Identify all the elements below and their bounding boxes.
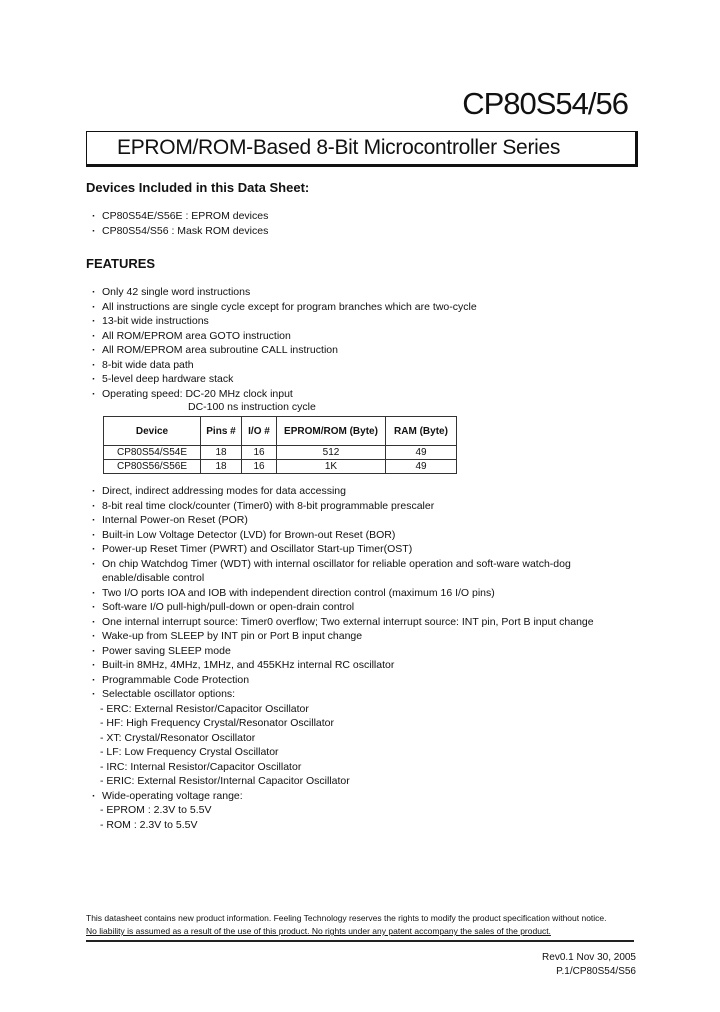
list-item: · 13-bit wide instructions <box>92 314 477 329</box>
table-cell: 18 <box>201 460 242 474</box>
osc-option: - IRC: Internal Resistor/Capacitor Oscillator <box>100 760 302 773</box>
features-heading: FEATURES <box>86 256 156 271</box>
list-item: · Internal Power-on Reset (POR) <box>92 513 594 528</box>
list-item: · Soft-ware I/O pull-high/pull-down or open-drain control <box>92 600 594 615</box>
list-item: · One internal interrupt source: Timer0 overflow; Two external interrupt source: INT pin, Port B input change <box>92 615 594 630</box>
list-item: · Power-up Reset Timer (PWRT) and Oscillator Start-up Timer(OST) <box>92 542 594 557</box>
list-item: · Built-in Low Voltage Detector (LVD) for Brown-out Reset (BOR) <box>92 528 594 543</box>
footer-disclaimer <box>86 912 646 938</box>
table-cell: 18 <box>201 446 242 460</box>
devices-list <box>92 209 268 238</box>
devices-heading: Devices Included in this Data Sheet: <box>86 180 310 195</box>
list-item: · 5-level deep hardware stack <box>92 372 477 387</box>
list-item: · All ROM/EPROM area GOTO instruction <box>92 329 477 344</box>
list-item: · Direct, indirect addressing modes for data accessing <box>92 484 594 499</box>
osc-option: - XT: Crystal/Resonator Oscillator <box>100 731 256 744</box>
table-header-eprom-rom: EPROM/ROM (Byte) <box>277 417 386 446</box>
device-table <box>103 416 457 474</box>
list-item: · Two I/O ports IOA and IOB with independent direction control (maximum 16 I/O pins) <box>92 586 594 601</box>
table-header-row <box>104 417 457 446</box>
list-item: · Wake-up from SLEEP by INT pin or Port B input change <box>92 629 594 644</box>
table-cell: CP80S54/S54E <box>104 446 201 460</box>
list-item: · On chip Watchdog Timer (WDT) with internal oscillator for reliable operation and soft-ware watch-dog <box>92 557 594 572</box>
features-list-a <box>92 285 477 401</box>
osc-option: - ERC: External Resistor/Capacitor Oscillator <box>100 702 309 715</box>
page-number: P.1/CP80S54/S56 <box>556 966 636 977</box>
list-item: · Only 42 single word instructions <box>92 285 477 300</box>
list-item: · Selectable oscillator options: <box>92 687 594 702</box>
document-title: EPROM/ROM-Based 8-Bit Microcontroller Series <box>117 136 561 159</box>
table-cell: 49 <box>386 460 457 474</box>
disclaimer-line: No liability is assumed as a result of the use of this product. No rights under any patent accompany the sales of the product. <box>86 926 551 936</box>
osc-option: - HF: High Frequency Crystal/Resonator Oscillator <box>100 717 334 729</box>
list-item: · CP80S54E/S56E : EPROM devices <box>92 209 268 224</box>
osc-option: - LF: Low Frequency Crystal Oscillator <box>100 746 279 758</box>
table-row <box>104 460 457 474</box>
speed-line-2: DC-100 ns instruction cycle <box>188 401 316 413</box>
table-cell: CP80S56/S56E <box>104 460 201 474</box>
title-box <box>86 131 638 167</box>
footer-rule <box>86 940 634 942</box>
table-header-ram: RAM (Byte) <box>386 417 457 446</box>
list-item: · All ROM/EPROM area subroutine CALL instruction <box>92 343 477 358</box>
table-cell: 1K <box>277 460 386 474</box>
voltage-option: - ROM : 2.3V to 5.5V <box>100 818 198 831</box>
list-item: · All instructions are single cycle except for program branches which are two-cycle <box>92 300 477 315</box>
table-header-io: I/O # <box>242 417 277 446</box>
list-item: · CP80S54/S56 : Mask ROM devices <box>92 224 268 239</box>
list-item: · Built-in 8MHz, 4MHz, 1MHz, and 455KHz internal RC oscillator <box>92 658 594 673</box>
list-item: · Power saving SLEEP mode <box>92 644 594 659</box>
table-cell: 512 <box>277 446 386 460</box>
voltage-option: - EPROM : 2.3V to 5.5V <box>100 804 212 816</box>
table-cell: 16 <box>242 446 277 460</box>
table-cell: 16 <box>242 460 277 474</box>
list-item: · Operating speed: DC-20 MHz clock input <box>92 387 477 402</box>
features-list-b <box>92 484 594 832</box>
revision-block <box>542 951 636 979</box>
list-item: · Programmable Code Protection <box>92 673 594 688</box>
table-cell: 49 <box>386 446 457 460</box>
table-header-device: Device <box>104 417 201 446</box>
list-item: · Wide-operating voltage range: <box>92 789 594 804</box>
disclaimer-line: This datasheet contains new product information. Feeling Technology reserves the rights to modify the product specification without notice. <box>86 913 607 923</box>
list-item: · 8-bit wide data path <box>92 358 477 373</box>
revision: Rev0.1 Nov 30, 2005 <box>542 952 636 963</box>
table-row <box>104 446 457 460</box>
part-number: CP80S54/56 <box>462 86 628 121</box>
list-item-continuation: enable/disable control <box>102 572 205 584</box>
table-header-pins: Pins # <box>201 417 242 446</box>
list-item: · 8-bit real time clock/counter (Timer0) with 8-bit programmable prescaler <box>92 499 594 514</box>
osc-option: - ERIC: External Resistor/Internal Capacitor Oscillator <box>100 775 350 787</box>
